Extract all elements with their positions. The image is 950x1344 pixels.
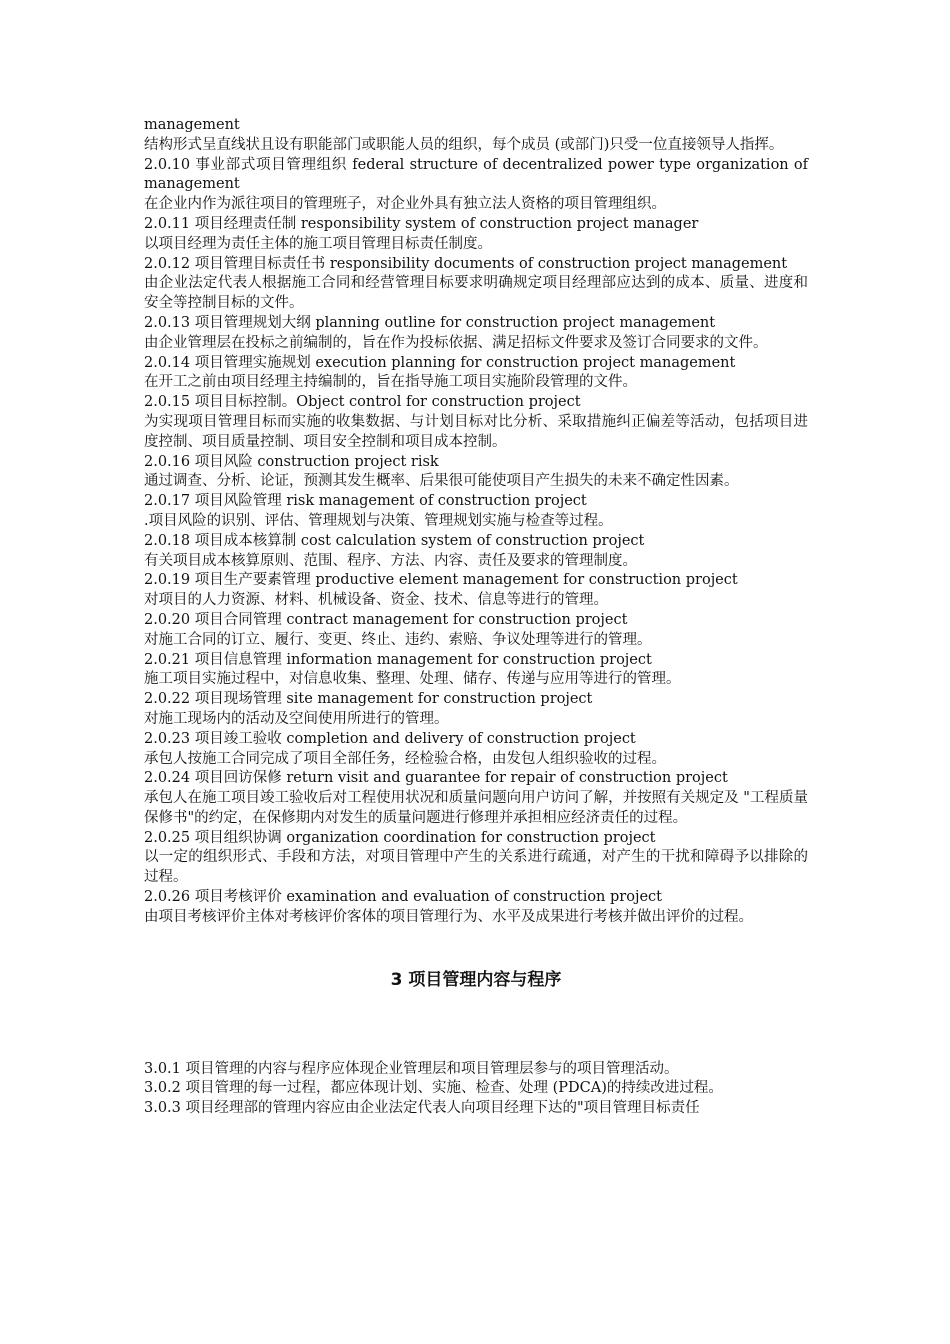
paragraph: 为实现项目管理目标而实施的收集数据、与计划目标对比分析、采取措施纠正偏差等活动，包括项目进度控制、项目质量控制、项目安全控制和项目成本控制。 bbox=[144, 413, 808, 450]
paragraph: 结构形式呈直线状且设有职能部门或职能人员的组织，每个成员 (或部门)只受一位直接领导人指挥。 bbox=[144, 136, 784, 153]
paragraph: 2.0.21 项目信息管理 information management for construction project bbox=[144, 651, 652, 668]
paragraph: 3.0.1 项目管理的内容与程序应体现企业管理层和项目管理层参与的项目管理活动。 bbox=[144, 1060, 679, 1077]
document-page bbox=[144, 116, 808, 1119]
paragraph: 有关项目成本核算原则、范围、程序、方法、内容、责任及要求的管理制度。 bbox=[144, 552, 637, 569]
paragraph: 2.0.24 项目回访保修 return visit and guarantee for repair of construction project bbox=[144, 770, 728, 787]
paragraph: 2.0.14 项目管理实施规划 execution planning for construction project management bbox=[144, 354, 736, 371]
paragraph: management bbox=[144, 117, 240, 133]
paragraph: 在企业内作为派往项目的管理班子，对企业外具有独立法人资格的项目管理组织。 bbox=[144, 196, 666, 213]
paragraph: 2.0.23 项目竣工验收 completion and delivery of construction project bbox=[144, 730, 636, 747]
content-procedure-section bbox=[144, 1060, 808, 1119]
paragraph: 以项目经理为责任主体的施工项目管理目标责任制度。 bbox=[144, 235, 492, 252]
paragraph: 3.0.2 项目管理的每一过程，都应体现计划、实施、检查、处理 (PDCA)的持续改进过程。 bbox=[144, 1080, 723, 1097]
paragraph: 2.0.13 项目管理规划大纲 planning outline for construction project management bbox=[144, 314, 716, 331]
paragraph: 2.0.20 项目合同管理 contract management for construction project bbox=[144, 611, 628, 628]
paragraph: 2.0.19 项目生产要素管理 productive element management for construction project bbox=[144, 572, 738, 589]
paragraph: 2.0.26 项目考核评价 examination and evaluation of construction project bbox=[144, 889, 662, 906]
paragraph: 对施工现场内的活动及空间使用所进行的管理。 bbox=[144, 710, 449, 727]
paragraph: 3.0.3 项目经理部的管理内容应由企业法定代表人向项目经理下达的"项目管理目标责任 bbox=[144, 1100, 700, 1117]
paragraph: 2.0.22 项目现场管理 site management for construction project bbox=[144, 691, 593, 708]
definitions-section bbox=[144, 116, 808, 928]
paragraph: 通过调查、分析、论证，预测其发生概率、后果很可能使项目产生损失的未来不确定性因素。 bbox=[144, 473, 739, 490]
paragraph: 由企业管理层在投标之前编制的，旨在作为投标依据、满足招标文件要求及签订合同要求的文件。 bbox=[144, 334, 768, 351]
paragraph: 2.0.16 项目风险 construction project risk bbox=[144, 453, 439, 470]
paragraph: 施工项目实施过程中，对信息收集、整理、处理、储存、传递与应用等进行的管理。 bbox=[144, 671, 681, 688]
paragraph: 以一定的组织形式、手段和方法，对项目管理中产生的关系进行疏通，对产生的干扰和障碍予以排除的过程。 bbox=[144, 849, 808, 886]
paragraph: 由项目考核评价主体对考核评价客体的项目管理行为、水平及成果进行考核并做出评价的过程。 bbox=[144, 908, 753, 925]
paragraph: 2.0.12 项目管理目标责任书 responsibility documents of construction project management bbox=[144, 255, 788, 272]
paragraph: 2.0.10 事业部式项目管理组织 federal structure of decentralized power type organization of management bbox=[144, 156, 808, 193]
paragraph: 2.0.15 项目目标控制。Object control for construction project bbox=[144, 394, 581, 411]
paragraph: 2.0.11 项目经理责任制 responsibility system of construction project manager bbox=[144, 215, 699, 232]
paragraph: 2.0.18 项目成本核算制 cost calculation system of construction project bbox=[144, 532, 645, 549]
paragraph: 对施工合同的订立、履行、变更、终止、违约、索赔、争议处理等进行的管理。 bbox=[144, 631, 652, 648]
paragraph: 对项目的人力资源、材料、机械设备、资金、技术、信息等进行的管理。 bbox=[144, 592, 608, 609]
paragraph: 2.0.25 项目组织协调 organization coordination for construction project bbox=[144, 829, 656, 846]
paragraph: 承包人按施工合同完成了项目全部任务，经检验合格，由发包人组织验收的过程。 bbox=[144, 750, 666, 767]
paragraph: 由企业法定代表人根据施工合同和经营管理目标要求明确规定项目经理部应达到的成本、质量、进度和安全等控制目标的文件。 bbox=[144, 275, 808, 312]
paragraph: 承包人在施工项目竣工验收后对工程使用状况和质量问题向用户访问了解，并按照有关规定及 "工程质量保修书"的约定，在保修期内对发生的质量问题进行修理并承担相应经济责任的过程。 bbox=[144, 790, 808, 826]
section-heading: 3 项目管理内容与程序 bbox=[390, 969, 562, 990]
paragraph: 2.0.17 项目风险管理 risk management of construction project bbox=[144, 493, 587, 510]
paragraph: 在开工之前由项目经理主持编制的，旨在指导施工项目实施阶段管理的文件。 bbox=[144, 374, 637, 391]
paragraph: .项目风险的识别、评估、管理规划与决策、管理规划实施与检查等过程。 bbox=[144, 512, 613, 529]
